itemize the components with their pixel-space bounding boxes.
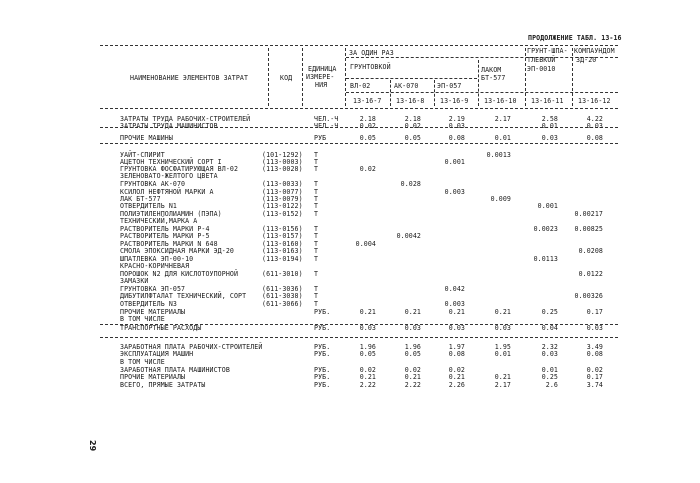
row-value: 0.05: [404, 350, 421, 358]
row-unit: Т: [314, 158, 319, 166]
row-value: 0.04: [541, 324, 558, 332]
row-unit: РУБ.: [314, 324, 331, 332]
row-name: ПРОЧИЕ МАТЕРИАЛЫ: [120, 373, 186, 381]
row-value: 0.009: [490, 195, 511, 203]
row-code: (113-0028): [262, 165, 303, 173]
row-unit: РУБ.: [314, 350, 331, 358]
table-caption: ПРОДОЛЖЕНИЕ ТАБЛ. 13-16: [528, 34, 622, 42]
header-bottom-rule: [100, 108, 618, 109]
header-sub-vl02: ВЛ-02: [350, 82, 371, 90]
row-value: 0.25: [541, 373, 558, 381]
row-name: ЗАРАБОТНАЯ ПЛАТА РАБОЧИХ-СТРОИТЕЛЕЙ: [120, 343, 263, 351]
vsep-8: [572, 48, 573, 106]
row-value: 0.0042: [396, 232, 421, 240]
row-unit: Т: [314, 195, 319, 203]
header-name: НАИМЕНОВАНИЕ ЭЛЕМЕНТОВ ЗАТРАТ: [130, 74, 249, 82]
row-name: КРАСНО-КОРИЧНЕВАЯ: [120, 262, 190, 270]
row-value: 0.0208: [578, 247, 603, 255]
row-unit: Т: [314, 180, 319, 188]
row-value: 0.00217: [574, 210, 603, 218]
header-compound-2: ЗД-20: [576, 56, 597, 64]
row-value: 0.17: [586, 373, 603, 381]
row-code: (113-0079): [262, 195, 303, 203]
row-unit: Т: [314, 151, 319, 159]
row-value: 0.03: [541, 134, 558, 142]
row-value: 0.02: [404, 122, 421, 130]
row-value: 0.01: [494, 134, 511, 142]
row-unit: Т: [314, 292, 319, 300]
row-code: (113-0122): [262, 202, 303, 210]
row-name: АЦЕТОН ТЕХНИЧЕСКИЙ СОРТ I: [120, 158, 222, 166]
row-value: 0.02: [359, 366, 376, 374]
row-name: ТРАНСПОРТНЫЕ РАСХОДЫ: [120, 324, 202, 332]
rule-after-machines: [100, 143, 618, 144]
page-number: 29: [88, 440, 97, 452]
row-value: 0.0013: [486, 151, 511, 159]
row-unit: Т: [314, 255, 319, 263]
row-value: 0.03: [359, 324, 376, 332]
row-value: 0.21: [448, 373, 465, 381]
row-code: (113-0152): [262, 210, 303, 218]
header-top-rule: [100, 45, 618, 46]
row-value: 0.05: [359, 350, 376, 358]
row-value: 0.21: [404, 308, 421, 316]
row-name: В ТОМ ЧИСЛЕ: [120, 358, 165, 366]
row-name: ГРУНТОВКА ЭП-057: [120, 285, 186, 293]
row-unit: Т: [314, 270, 319, 278]
row-value: 2.18: [359, 115, 376, 123]
row-unit: Т: [314, 202, 319, 210]
row-value: 2.22: [404, 381, 421, 389]
row-code: (113-0077): [262, 188, 303, 196]
row-unit: Т: [314, 210, 319, 218]
row-code: (113-0163): [262, 247, 303, 255]
row-value: 0.21: [404, 373, 421, 381]
row-value: 2.26: [448, 381, 465, 389]
row-value: 2.18: [404, 115, 421, 123]
row-unit: РУБ.: [314, 366, 331, 374]
row-value: 0.02: [359, 165, 376, 173]
row-code: (611-3036): [262, 285, 303, 293]
header-per-once: ЗА ОДИН РАЗ: [349, 49, 394, 57]
row-value: 2.19: [448, 115, 465, 123]
header-sub-rule: [346, 92, 618, 93]
row-unit: РУБ.: [314, 308, 331, 316]
header-code: КОД: [280, 74, 293, 82]
header-sub-ep057: ЭП-057: [437, 82, 462, 90]
row-value: 0.21: [359, 308, 376, 316]
header-unit-1: ЕДИНИЦА: [308, 65, 337, 73]
col-code-5: 13-16-11: [531, 97, 564, 105]
row-name: ЗАРАБОТНАЯ ПЛАТА МАШИНИСТОВ: [120, 366, 230, 374]
row-name: ЭКСПЛУАТАЦИЯ МАШИН: [120, 350, 194, 358]
row-code: (113-0160): [262, 240, 303, 248]
row-name: ЗАТРАТЫ ТРУДА МАШИНИСТОВ: [120, 122, 218, 130]
row-name: ПРОЧИЕ МАТЕРИАЛЫ: [120, 308, 186, 316]
row-value: 0.03: [541, 350, 558, 358]
row-value: 0.02: [404, 366, 421, 374]
col-code-1: 13-16-7: [353, 97, 382, 105]
header-primer-putty-3: ЭП-0010: [527, 65, 556, 73]
row-value: 0.003: [444, 188, 465, 196]
row-value: 0.21: [494, 373, 511, 381]
header-unit-2: ИЗМЕРЕ-: [306, 73, 335, 81]
row-unit: ЧЕЛ.-Ч: [314, 115, 339, 123]
header-compound-1: КОМПАУНДОМ: [574, 47, 615, 55]
row-name: РАСТВОРИТЕЛЬ МАРКИ Р-4: [120, 225, 210, 233]
row-value: 0.01: [494, 350, 511, 358]
header-primer: ГРУНТОВКОЙ: [350, 63, 391, 71]
row-name: ПРОЧИЕ МАШИНЫ: [120, 134, 173, 142]
row-value: 0.21: [359, 373, 376, 381]
row-name: СМОЛА ЭПОКСИДНАЯ МАРКИ ЭД-20: [120, 247, 234, 255]
row-value: 4.22: [586, 115, 603, 123]
row-name: РАСТВОРИТЕЛЬ МАРКИ Р-5: [120, 232, 210, 240]
row-name: ГРУНТОВКА ФОСФАТИРУЮЩАЯ ВЛ-02: [120, 165, 239, 173]
row-name: ЗЕЛЕНОВАТО-ЖЕЛТОГО ЦВЕТА: [120, 172, 218, 180]
row-value: 2.22: [359, 381, 376, 389]
row-value: 0.03: [494, 324, 511, 332]
vsep-1: [268, 48, 269, 106]
row-name: УАЙТ-СПИРИТ: [120, 151, 165, 159]
row-value: 0.028: [400, 180, 421, 188]
vsep-5: [434, 80, 435, 106]
row-value: 0.02: [448, 366, 465, 374]
row-value: 1.96: [359, 343, 376, 351]
rule-before-totals: [100, 337, 618, 338]
row-value: 0.003: [444, 300, 465, 308]
row-unit: Т: [314, 285, 319, 293]
row-value: 1.97: [448, 343, 465, 351]
row-name: ШПАТЛЕВКА ЭП-00-10: [120, 255, 194, 263]
row-value: 0.00326: [574, 292, 603, 300]
row-value: 0.02: [586, 366, 603, 374]
row-code: (611-3066): [262, 300, 303, 308]
row-unit: Т: [314, 247, 319, 255]
vsep-6: [478, 60, 479, 106]
row-value: 0.001: [444, 158, 465, 166]
row-value: 0.05: [359, 134, 376, 142]
row-unit: РУБ.: [314, 373, 331, 381]
row-code: (611-3010): [262, 270, 303, 278]
row-unit: РУБ.: [314, 381, 331, 389]
header-primer-rule: [346, 78, 477, 79]
row-unit: Т: [314, 232, 319, 240]
vsep-2: [302, 48, 303, 106]
row-value: 0.03: [586, 324, 603, 332]
row-value: 0.21: [494, 308, 511, 316]
row-value: 0.17: [586, 308, 603, 316]
row-value: 0.25: [541, 308, 558, 316]
row-code: (611-3038): [262, 292, 303, 300]
row-value: 0.001: [537, 202, 558, 210]
header-unit-3: НИЯ: [315, 81, 328, 89]
row-code: (113-0033): [262, 180, 303, 188]
row-code: (113-0194): [262, 255, 303, 263]
row-value: 0.042: [444, 285, 465, 293]
row-value: 0.02: [359, 122, 376, 130]
row-value: 0.08: [586, 350, 603, 358]
row-value: 0.08: [586, 134, 603, 142]
row-code: (113-0156): [262, 225, 303, 233]
row-name: ВСЕГО, ПРЯМЫЕ ЗАТРАТЫ: [120, 381, 206, 389]
vsep-3: [345, 48, 346, 106]
col-code-2: 13-16-8: [396, 97, 425, 105]
row-name: В ТОМ ЧИСЛЕ: [120, 315, 165, 323]
row-unit: РУБ.: [314, 343, 331, 351]
row-value: 0.01: [541, 366, 558, 374]
row-name: ЗАТРАТЫ ТРУДА РАБОЧИХ-СТРОИТЕЛЕЙ: [120, 115, 251, 123]
row-unit: Т: [314, 188, 319, 196]
row-unit: Т: [314, 240, 319, 248]
row-value: 2.6: [545, 381, 558, 389]
row-value: 0.08: [448, 134, 465, 142]
header-primer-putty-1: ГРУНТ-ШПА-: [527, 47, 568, 55]
vsep-4: [390, 80, 391, 106]
row-unit: Т: [314, 165, 319, 173]
header-sub-ak070: АК-070: [394, 82, 419, 90]
row-code: (113-0003): [262, 158, 303, 166]
row-value: 0.03: [448, 324, 465, 332]
row-name: ДИБУТИЛФТАЛАТ ТЕХНИЧЕСКИЙ, СОРТ: [120, 292, 247, 300]
row-value: 1.96: [404, 343, 421, 351]
col-code-3: 13-16-9: [440, 97, 469, 105]
header-lacquer-2: БТ-577: [481, 74, 506, 82]
row-value: 0.03: [448, 122, 465, 130]
row-name: ЗАМАЗКИ: [120, 277, 149, 285]
row-name: ТЕХНИЧЕСКИЙ,МАРКА А: [120, 217, 198, 225]
row-value: 0.21: [448, 308, 465, 316]
row-value: 0.004: [355, 240, 376, 248]
row-value: 0.0023: [533, 225, 558, 233]
row-value: 2.17: [494, 381, 511, 389]
row-name: КСИЛОЛ НЕФТЯНОЙ МАРКИ А: [120, 188, 214, 196]
row-name: ОТВЕРДИТЕЛЬ N3: [120, 300, 177, 308]
row-value: 0.05: [404, 134, 421, 142]
row-value: 0.0113: [533, 255, 558, 263]
row-name: ОТВЕРДИТЕЛЬ N1: [120, 202, 177, 210]
row-value: 0.00825: [574, 225, 603, 233]
col-code-6: 13-16-12: [578, 97, 611, 105]
row-value: 2.58: [541, 115, 558, 123]
row-name: ГРУНТОВКА АК-070: [120, 180, 186, 188]
row-code: (113-0157): [262, 232, 303, 240]
header-primer-putty-2: ТЛЕВКОЙ: [527, 56, 556, 64]
row-code: (101-1292): [262, 151, 303, 159]
header-lacquer-1: ЛАКОМ: [481, 66, 502, 74]
row-value: 2.17: [494, 115, 511, 123]
row-value: 2.32: [541, 343, 558, 351]
vsep-7: [525, 48, 526, 106]
row-name: ПОРОШОК N2 ДЛЯ КИСЛОТОУПОРНОЙ: [120, 270, 239, 278]
row-value: 0.01: [541, 122, 558, 130]
row-value: 3.74: [586, 381, 603, 389]
row-value: 1.95: [494, 343, 511, 351]
row-value: 0.08: [448, 350, 465, 358]
col-code-4: 13-16-10: [484, 97, 517, 105]
row-unit: Т: [314, 225, 319, 233]
row-name: ЛАК БТ-577: [120, 195, 161, 203]
row-value: 3.49: [586, 343, 603, 351]
row-unit: ЧЕЛ.-Ч: [314, 122, 339, 130]
row-value: 0.03: [404, 324, 421, 332]
row-unit: РУБ: [314, 134, 327, 142]
row-unit: Т: [314, 300, 319, 308]
row-value: 0.03: [586, 122, 603, 130]
row-name: ПОЛИЭТИЛЕНПОЛИАМИН (ПЭПА): [120, 210, 222, 218]
row-name: РАСТВОРИТЕЛЬ МАРКИ N 648: [120, 240, 218, 248]
row-value: 0.0122: [578, 270, 603, 278]
